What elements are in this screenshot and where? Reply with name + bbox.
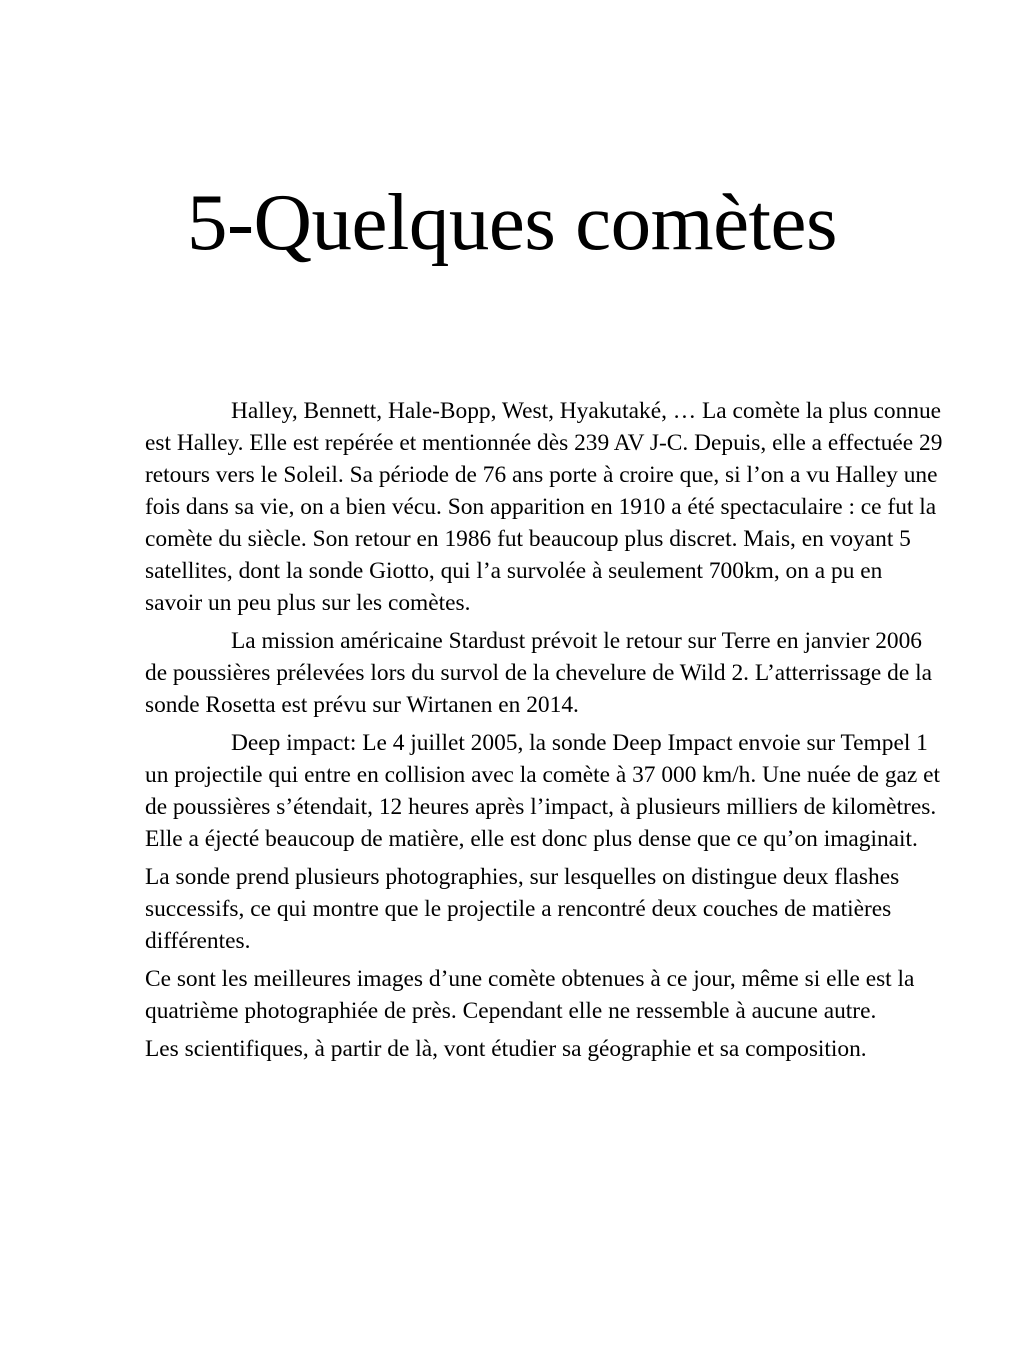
text-line: porte à croire que, si l’on a vu Halley une fois dans sa vie, on a bien vécu. xyxy=(145,462,938,520)
text-line: elle est la quatrième photographiée de près. Cependant elle ne ressemble à xyxy=(145,966,915,1024)
text-line: La sonde prend plusieurs photographies, sur lesquelles on distingue deux xyxy=(145,864,829,890)
text-line: janvier 2006 de poussières prélevées lors du survol de la chevelure de xyxy=(145,628,923,686)
text-line: Halley, Bennett, Hale-Bopp, West, Hyakutaké, … La comète la xyxy=(231,398,823,424)
text-line: Ce sont les meilleures images d’une comète obtenues à ce jour, même si xyxy=(145,966,821,992)
text-line: savoir un peu plus sur les comètes. xyxy=(145,590,471,616)
text-line: aucune autre. xyxy=(751,998,877,1024)
text-line: Tempel 1 un projectile qui entre en collision avec la comète à 37 000 xyxy=(145,730,928,788)
paragraph-photographs xyxy=(145,861,945,957)
text-line: l’impact, à plusieurs milliers de kilomètres. Elle a éjecté beaucoup de xyxy=(145,794,937,852)
text-line: matière, elle est donc plus dense que ce qu’on imaginait. xyxy=(388,826,918,852)
text-line: plus connue est Halley. Elle est repérée et mentionnée dès 239 AV J-C. xyxy=(145,398,942,456)
text-line: composition. xyxy=(745,1036,867,1062)
text-line: km/h. Une nuée de gaz et de poussières s’étendait, 12 heures après xyxy=(145,762,941,820)
text-line: Les scientifiques, à partir de là, vont étudier sa géographie et sa xyxy=(145,1036,740,1062)
text-line: Son apparition en 1910 a été spectaculaire : ce fut la comète du siècle. xyxy=(145,494,937,552)
body-text xyxy=(145,395,945,1065)
page-title: 5-Quelques comètes xyxy=(186,177,838,267)
text-line: couches de matières différentes. xyxy=(145,896,892,954)
text-line: dont la sonde Giotto, qui l’a survolée à seulement 700km, on a pu en xyxy=(238,558,883,584)
text-line: Deep impact: Le 4 juillet 2005, la sonde Deep Impact envoie sur xyxy=(231,730,836,756)
paragraph-halley xyxy=(145,395,945,619)
text-line: Depuis, elle a effectuée 29 retours vers le Soleil. Sa période de 76 ans xyxy=(145,430,943,488)
paragraph-scientists xyxy=(145,1033,945,1065)
text-line: La mission américaine Stardust prévoit le retour sur Terre en xyxy=(231,628,799,654)
paragraph-stardust xyxy=(145,625,945,721)
paragraph-deep-impact xyxy=(145,727,945,855)
text-line: Son retour en 1986 fut beaucoup plus discret. Mais, en voyant 5 satellites, xyxy=(145,526,911,584)
text-line: flashes successifs, ce qui montre que le projectile a rencontré deux xyxy=(145,864,900,922)
text-line: Wild 2. L’atterrissage de la sonde Rosetta est prévu sur Wirtanen en 2014. xyxy=(145,660,932,718)
paragraph-best-images xyxy=(145,963,945,1027)
